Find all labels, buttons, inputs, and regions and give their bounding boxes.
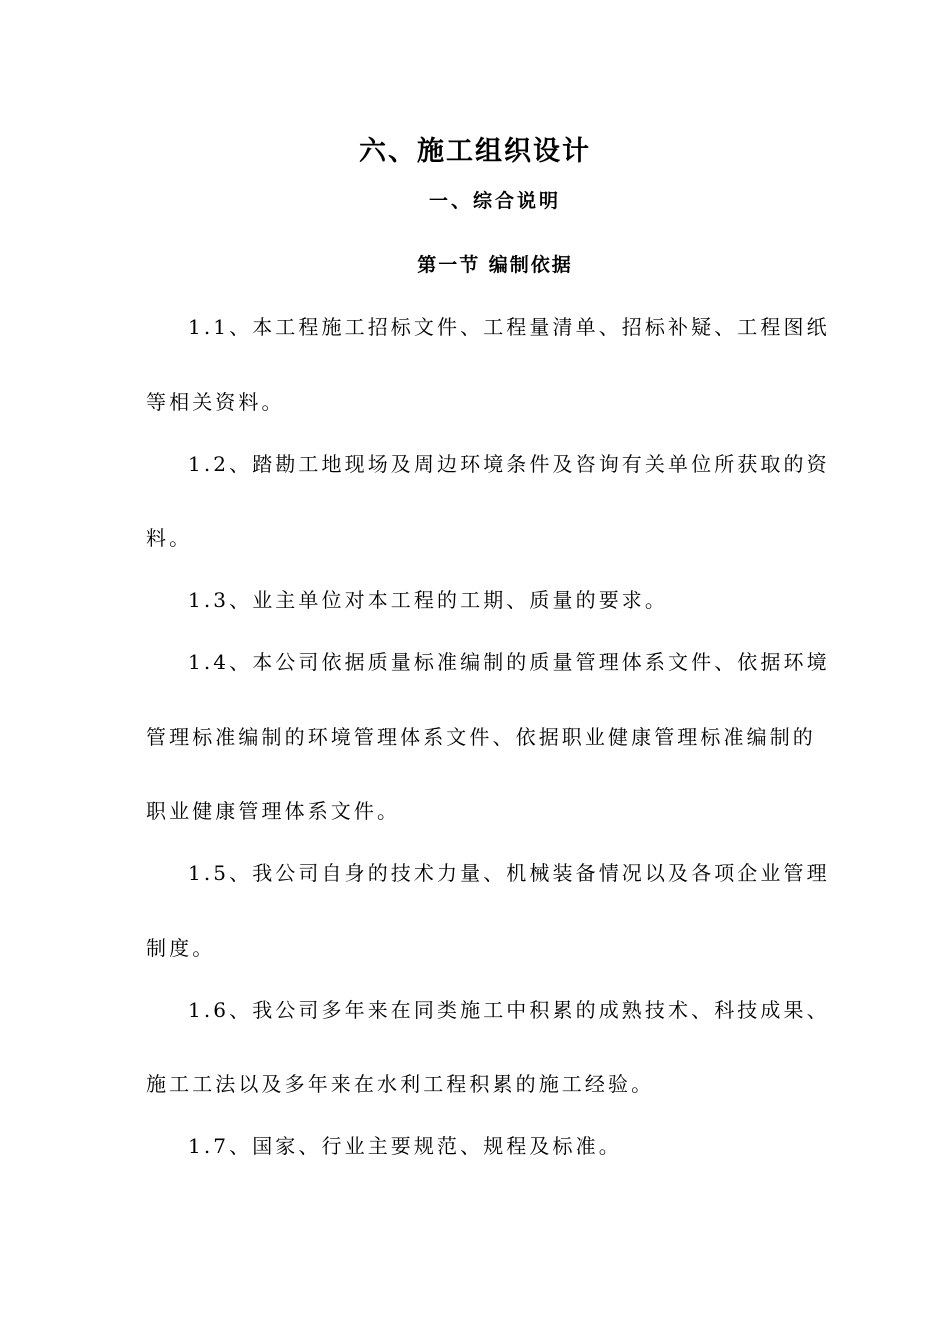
subsection-heading: 第一节 编制依据: [417, 254, 573, 276]
paragraph-1-4-line-3: 职业健康管理体系文件。: [146, 799, 401, 823]
paragraph-1-1-line-1: 1.1、本工程施工招标文件、工程量清单、招标补疑、工程图纸: [188, 315, 830, 339]
paragraph-1-1-line-2: 等相关资料。: [146, 390, 285, 414]
document-title: 六、施工组织设计: [359, 136, 591, 167]
paragraph-1-7-line-1: 1.7、国家、行业主要规范、规程及标准。: [188, 1134, 622, 1158]
paragraph-1-6-line-2: 施工工法以及多年来在水利工程积累的施工经验。: [146, 1072, 655, 1096]
paragraph-1-2-line-1: 1.2、踏勘工地现场及周边环境条件及咨询有关单位所获取的资: [188, 452, 830, 476]
paragraph-1-2-line-2: 料。: [146, 526, 193, 550]
paragraph-1-3-line-1: 1.3、业主单位对本工程的工期、质量的要求。: [188, 588, 669, 612]
paragraph-1-4-line-2: 管理标准编制的环境管理体系文件、依据职业健康管理标准编制的: [146, 725, 816, 749]
paragraph-1-4-line-1: 1.4、本公司依据质量标准编制的质量管理体系文件、依据环境: [188, 650, 830, 674]
paragraph-1-5-line-2: 制度。: [146, 936, 216, 960]
paragraph-1-5-line-1: 1.5、我公司自身的技术力量、机械装备情况以及各项企业管理: [188, 861, 830, 885]
section-heading: 一、综合说明: [428, 190, 561, 212]
paragraph-1-6-line-1: 1.6、我公司多年来在同类施工中积累的成熟技术、科技成果、: [188, 998, 830, 1022]
